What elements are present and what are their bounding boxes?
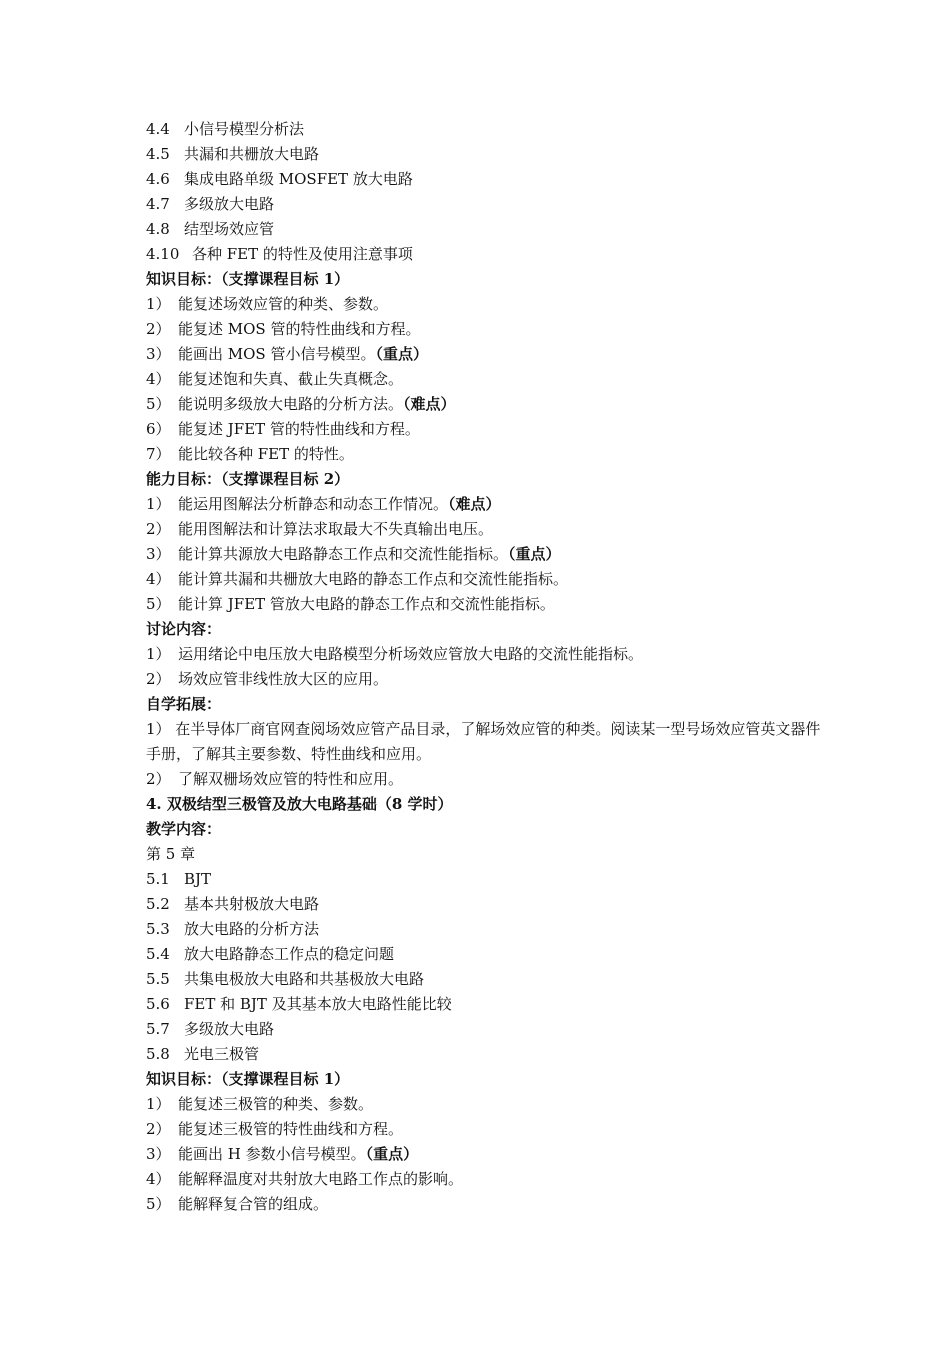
list-item-text: 能复述 JFET 管的特性曲线和方程。 xyxy=(178,420,420,438)
list-item-text: 能复述三极管的特性曲线和方程。 xyxy=(178,1120,404,1138)
section-entry xyxy=(146,1042,826,1067)
section-number: 4.4 xyxy=(146,120,170,138)
section-title: 共集电极放大电路和共基极放大电路 xyxy=(184,970,425,988)
list-item xyxy=(146,392,826,417)
list-item-number: 3） xyxy=(146,545,171,563)
list-item-number: 4） xyxy=(146,570,171,588)
list-item-text: 场效应管非线性放大区的应用。 xyxy=(178,670,389,688)
section-title: 集成电路单级 MOSFET 放大电路 xyxy=(184,170,413,188)
section-entry xyxy=(146,892,826,917)
section-entry xyxy=(146,967,826,992)
list-item xyxy=(146,1142,826,1167)
list-item-text: 运用绪论中电压放大电路模型分析场效应管放大电路的交流性能指标。 xyxy=(178,645,644,663)
list-item-text: 能复述三极管的种类、参数。 xyxy=(178,1095,374,1113)
section-title: 小信号模型分析法 xyxy=(184,120,305,138)
section-entry xyxy=(146,167,826,192)
list-item-number: 2） xyxy=(146,520,171,538)
list-item xyxy=(146,667,826,692)
section-heading: 4. 双极结型三极管及放大电路基础（8 学时） xyxy=(146,795,453,813)
list-item xyxy=(146,492,826,517)
section-heading: 能力目标：（支撑课程目标 2） xyxy=(146,470,350,488)
section-title: 基本共射极放大电路 xyxy=(184,895,320,913)
list-item-text: 能比较各种 FET 的特性。 xyxy=(178,445,354,463)
section-title: 放大电路的分析方法 xyxy=(184,920,320,938)
list-item-number: 2） xyxy=(146,1120,171,1138)
section-entry xyxy=(146,242,826,267)
list-item xyxy=(146,367,826,392)
list-item-number: 1） xyxy=(146,295,171,313)
list-item-number: 2） xyxy=(146,670,171,688)
list-item xyxy=(146,292,826,317)
list-item-number: 2） xyxy=(146,320,171,338)
section-number: 5.4 xyxy=(146,945,170,963)
section-number: 5.8 xyxy=(146,1045,170,1063)
section-title: 多级放大电路 xyxy=(184,1020,275,1038)
list-item-text: 能解释温度对共射放大电路工作点的影响。 xyxy=(178,1170,464,1188)
list-item-text: 能复述 MOS 管的特性曲线和方程。 xyxy=(178,320,421,338)
section-entry xyxy=(146,142,826,167)
list-item-number: 3） xyxy=(146,345,171,363)
list-item-number: 6） xyxy=(146,420,171,438)
emphasis-tag: （难点） xyxy=(448,495,501,513)
section-heading: 知识目标：（支撑课程目标 1） xyxy=(146,270,350,288)
list-item-number: 1） xyxy=(146,1095,171,1113)
list-item-number: 1） xyxy=(146,495,171,513)
section-title: FET 和 BJT 及其基本放大电路性能比较 xyxy=(184,995,452,1013)
list-item-number: 5） xyxy=(146,595,171,613)
list-item-number: 2） xyxy=(146,770,171,788)
list-item xyxy=(146,417,826,442)
list-item-number: 3） xyxy=(146,1145,171,1163)
section-title: 各种 FET 的特性及使用注意事项 xyxy=(192,245,413,263)
paragraph: 1） 在半导体厂商官网查阅场效应管产品目录，了解场效应管的种类。阅读某一型号场效应管英文器件手册，了解其主要参数、特性曲线和应用。 xyxy=(146,720,821,763)
section-number: 4.7 xyxy=(146,195,170,213)
section-heading: 讨论内容： xyxy=(146,620,222,638)
section-number: 4.6 xyxy=(146,170,170,188)
list-item-text: 能说明多级放大电路的分析方法。 xyxy=(178,395,404,413)
section-number: 4.10 xyxy=(146,245,180,263)
list-item-number: 4） xyxy=(146,1170,171,1188)
list-item xyxy=(146,517,826,542)
list-item xyxy=(146,442,826,467)
list-item xyxy=(146,317,826,342)
section-heading: 知识目标：（支撑课程目标 1） xyxy=(146,1070,350,1088)
list-item-text: 能计算共源放大电路静态工作点和交流性能指标。 xyxy=(178,545,509,563)
emphasis-tag: （重点） xyxy=(508,545,561,563)
section-title: 多级放大电路 xyxy=(184,195,275,213)
section-entry xyxy=(146,1017,826,1042)
section-entry xyxy=(146,992,826,1017)
section-number: 5.6 xyxy=(146,995,170,1013)
list-item-number: 5） xyxy=(146,1195,171,1213)
list-item xyxy=(146,592,826,617)
section-title: 结型场效应管 xyxy=(184,220,275,238)
list-item-text: 能用图解法和计算法求取最大不失真输出电压。 xyxy=(178,520,494,538)
section-entry xyxy=(146,942,826,967)
section-heading: 教学内容： xyxy=(146,820,222,838)
emphasis-tag: （难点） xyxy=(403,395,456,413)
section-number: 5.2 xyxy=(146,895,170,913)
list-item xyxy=(146,1092,826,1117)
list-item xyxy=(146,1192,826,1217)
section-entry xyxy=(146,917,826,942)
section-entry xyxy=(146,217,826,242)
list-item xyxy=(146,1167,826,1192)
list-item-number: 5） xyxy=(146,395,171,413)
section-title: 放大电路静态工作点的稳定问题 xyxy=(184,945,395,963)
section-title: BJT xyxy=(184,870,212,888)
section-entry xyxy=(146,192,826,217)
list-item-text: 能解释复合管的组成。 xyxy=(178,1195,329,1213)
section-entry xyxy=(146,117,826,142)
list-item xyxy=(146,342,826,367)
list-item-text: 能计算 JFET 管放大电路的静态工作点和交流性能指标。 xyxy=(178,595,555,613)
section-number: 5.5 xyxy=(146,970,170,988)
list-item xyxy=(146,642,826,667)
list-item-number: 4） xyxy=(146,370,171,388)
list-item-text: 能画出 H 参数小信号模型。 xyxy=(178,1145,366,1163)
section-number: 5.1 xyxy=(146,870,170,888)
section-number: 4.8 xyxy=(146,220,170,238)
section-entry xyxy=(146,867,826,892)
list-item xyxy=(146,1117,826,1142)
section-number: 4.5 xyxy=(146,145,170,163)
list-item-number: 1） xyxy=(146,645,171,663)
list-item-text: 能复述场效应管的种类、参数。 xyxy=(178,295,389,313)
list-item-text: 能复述饱和失真、截止失真概念。 xyxy=(178,370,404,388)
section-title: 共漏和共栅放大电路 xyxy=(184,145,320,163)
list-item-text: 能计算共漏和共栅放大电路的静态工作点和交流性能指标。 xyxy=(178,570,569,588)
document-page xyxy=(146,117,826,1217)
list-item xyxy=(146,542,826,567)
section-number: 5.3 xyxy=(146,920,170,938)
list-item xyxy=(146,767,826,792)
emphasis-tag: （重点） xyxy=(365,1145,419,1163)
list-item-text: 了解双栅场效应管的特性和应用。 xyxy=(178,770,404,788)
section-title: 光电三极管 xyxy=(184,1045,260,1063)
section-number: 5.7 xyxy=(146,1020,170,1038)
emphasis-tag: （重点） xyxy=(375,345,428,363)
plain-text-line: 第 5 章 xyxy=(146,845,196,863)
list-item-number: 7） xyxy=(146,445,171,463)
list-item-text: 能运用图解法分析静态和动态工作情况。 xyxy=(178,495,449,513)
section-heading: 自学拓展： xyxy=(146,695,222,713)
list-item-text: 能画出 MOS 管小信号模型。 xyxy=(178,345,376,363)
list-item xyxy=(146,567,826,592)
